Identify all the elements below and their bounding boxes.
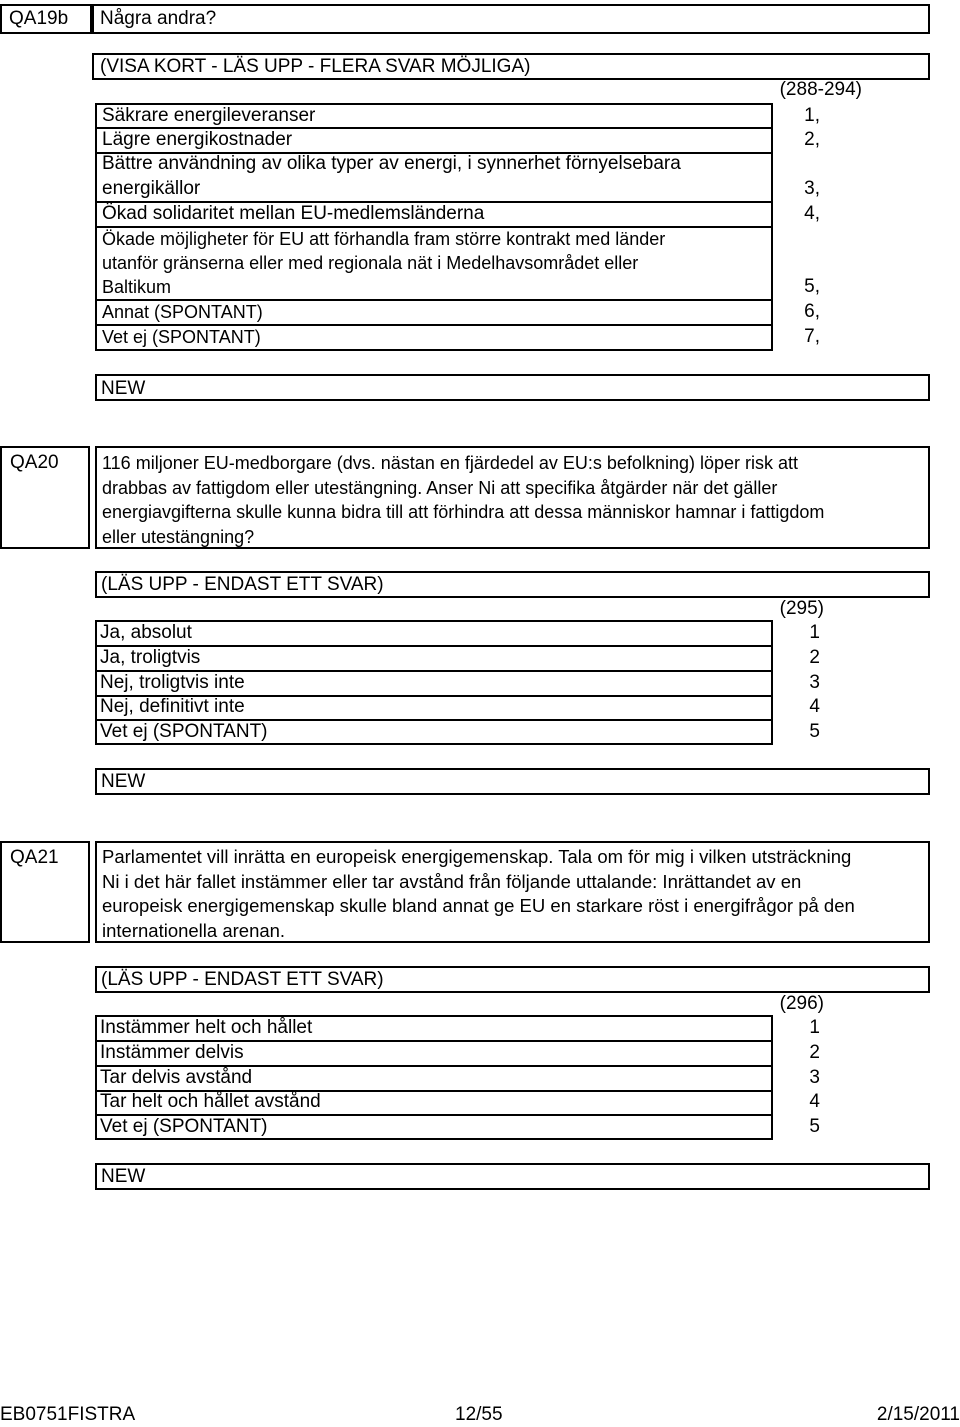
instruction-box [95, 571, 930, 598]
instruction-text: (LÄS UPP - ENDAST ETT SVAR) [101, 969, 384, 990]
option-label: Ja, absolut [100, 622, 192, 643]
page-number: 12/55 [455, 1404, 503, 1425]
option-code: 6, [804, 301, 820, 322]
option-code: 3, [804, 178, 820, 199]
question-text: Några andra? [100, 8, 217, 29]
question-line: 116 miljoner EU-medborgare (dvs. nästan en fjärdedel av EU:s befolkning) löper risk att [102, 453, 799, 473]
question-code: QA21 [10, 847, 59, 868]
question-text-box [92, 4, 930, 34]
option-code: 2 [809, 1042, 820, 1063]
question-line: drabbas av fattigdom eller utestängning. Anser Ni att specifika åtgärder när det gäller [102, 477, 778, 498]
option-label: Lägre energikostnader [102, 129, 293, 150]
option-label: Nej, definitivt inte [100, 696, 245, 717]
instruction-box [92, 53, 930, 80]
option-label: Baltikum [102, 277, 172, 297]
question-text [102, 845, 855, 943]
option-code: 5 [809, 721, 820, 742]
question-code-box [0, 841, 90, 943]
column-ref: (295) [779, 598, 824, 619]
option-code: 1 [809, 1017, 820, 1038]
new-label: NEW [101, 771, 146, 792]
question-code-box [0, 4, 92, 34]
option-code: 4 [809, 696, 820, 717]
document-id: EB0751FISTRA [0, 1404, 136, 1425]
new-box [95, 1163, 930, 1190]
option-label: Ja, troligtvis [100, 647, 201, 668]
option-label: Instämmer delvis [100, 1042, 244, 1063]
option-code: 2, [804, 129, 820, 150]
question-line: internationella arenan. [102, 919, 286, 941]
option-code: 2 [809, 647, 820, 668]
new-label: NEW [101, 378, 146, 399]
option-label: Ökade möjligheter för EU att förhandla fram större kontrakt med länder [102, 229, 666, 249]
new-label: NEW [101, 1166, 146, 1187]
instruction-box [95, 966, 930, 993]
option-label: Säkrare energileveranser [102, 105, 316, 126]
question-line: Parlamentet vill inrätta en europeisk energigemenskap. Tala om för mig i vilken utsträckning [102, 846, 852, 867]
option-label: Annat (SPONTANT) [102, 302, 263, 322]
question-code: QA19b [9, 8, 69, 29]
option-label: energikällor [102, 178, 201, 199]
question-line: europeisk energigemenskap skulle bland annat ge EU en starkare röst i energifrågor på den [102, 895, 855, 916]
option-code: 5, [804, 276, 820, 297]
option-code: 3 [809, 672, 820, 693]
option-label: Ökad solidaritet mellan EU-medlemsländerna [102, 203, 485, 224]
option-code: 4, [804, 203, 820, 224]
question-text-box [95, 446, 930, 549]
option-code: 7, [804, 326, 820, 347]
question-code-box [0, 446, 90, 549]
question-text [102, 451, 824, 549]
instruction-text: (VISA KORT - LÄS UPP - FLERA SVAR MÖJLIGA) [100, 56, 531, 77]
column-ref: (296) [779, 993, 824, 1014]
question-line: energiavgifterna skulle kunna bidra till att förhindra att dessa människor hamnar i fattigdom [102, 502, 825, 522]
instruction-text: (LÄS UPP - ENDAST ETT SVAR) [101, 574, 384, 595]
option-label: utanför gränserna eller med regionala nät i Medelhavsområdet eller [102, 253, 639, 273]
question-code: QA20 [10, 452, 59, 473]
question-line: Ni i det här fallet instämmer eller tar avstånd från följande uttalande: Inrättandet av en [102, 870, 802, 892]
option-label: Vet ej (SPONTANT) [100, 1116, 268, 1137]
option-code: 5 [809, 1116, 820, 1137]
option-label: Instämmer helt och hållet [100, 1017, 313, 1038]
option-code: 3 [809, 1067, 820, 1088]
option-label: Nej, troligtvis inte [100, 672, 245, 693]
new-box [95, 374, 930, 401]
option-code: 1 [809, 622, 820, 643]
question-text-box [95, 841, 930, 943]
option-label: Vet ej (SPONTANT) [102, 327, 261, 347]
new-box [95, 768, 930, 795]
option-label: Tar helt och hållet avstånd [100, 1091, 321, 1112]
option-code: 1, [804, 105, 820, 126]
option-label: Bättre användning av olika typer av energi, i synnerhet förnyelsebara [102, 153, 681, 174]
document-date: 2/15/2011 [876, 1404, 960, 1425]
column-ref: (288-294) [779, 79, 862, 100]
option-code: 4 [809, 1091, 820, 1112]
question-line: eller utestängning? [102, 526, 255, 547]
option-label: Tar delvis avstånd [100, 1067, 253, 1088]
option-label: Vet ej (SPONTANT) [100, 721, 268, 742]
